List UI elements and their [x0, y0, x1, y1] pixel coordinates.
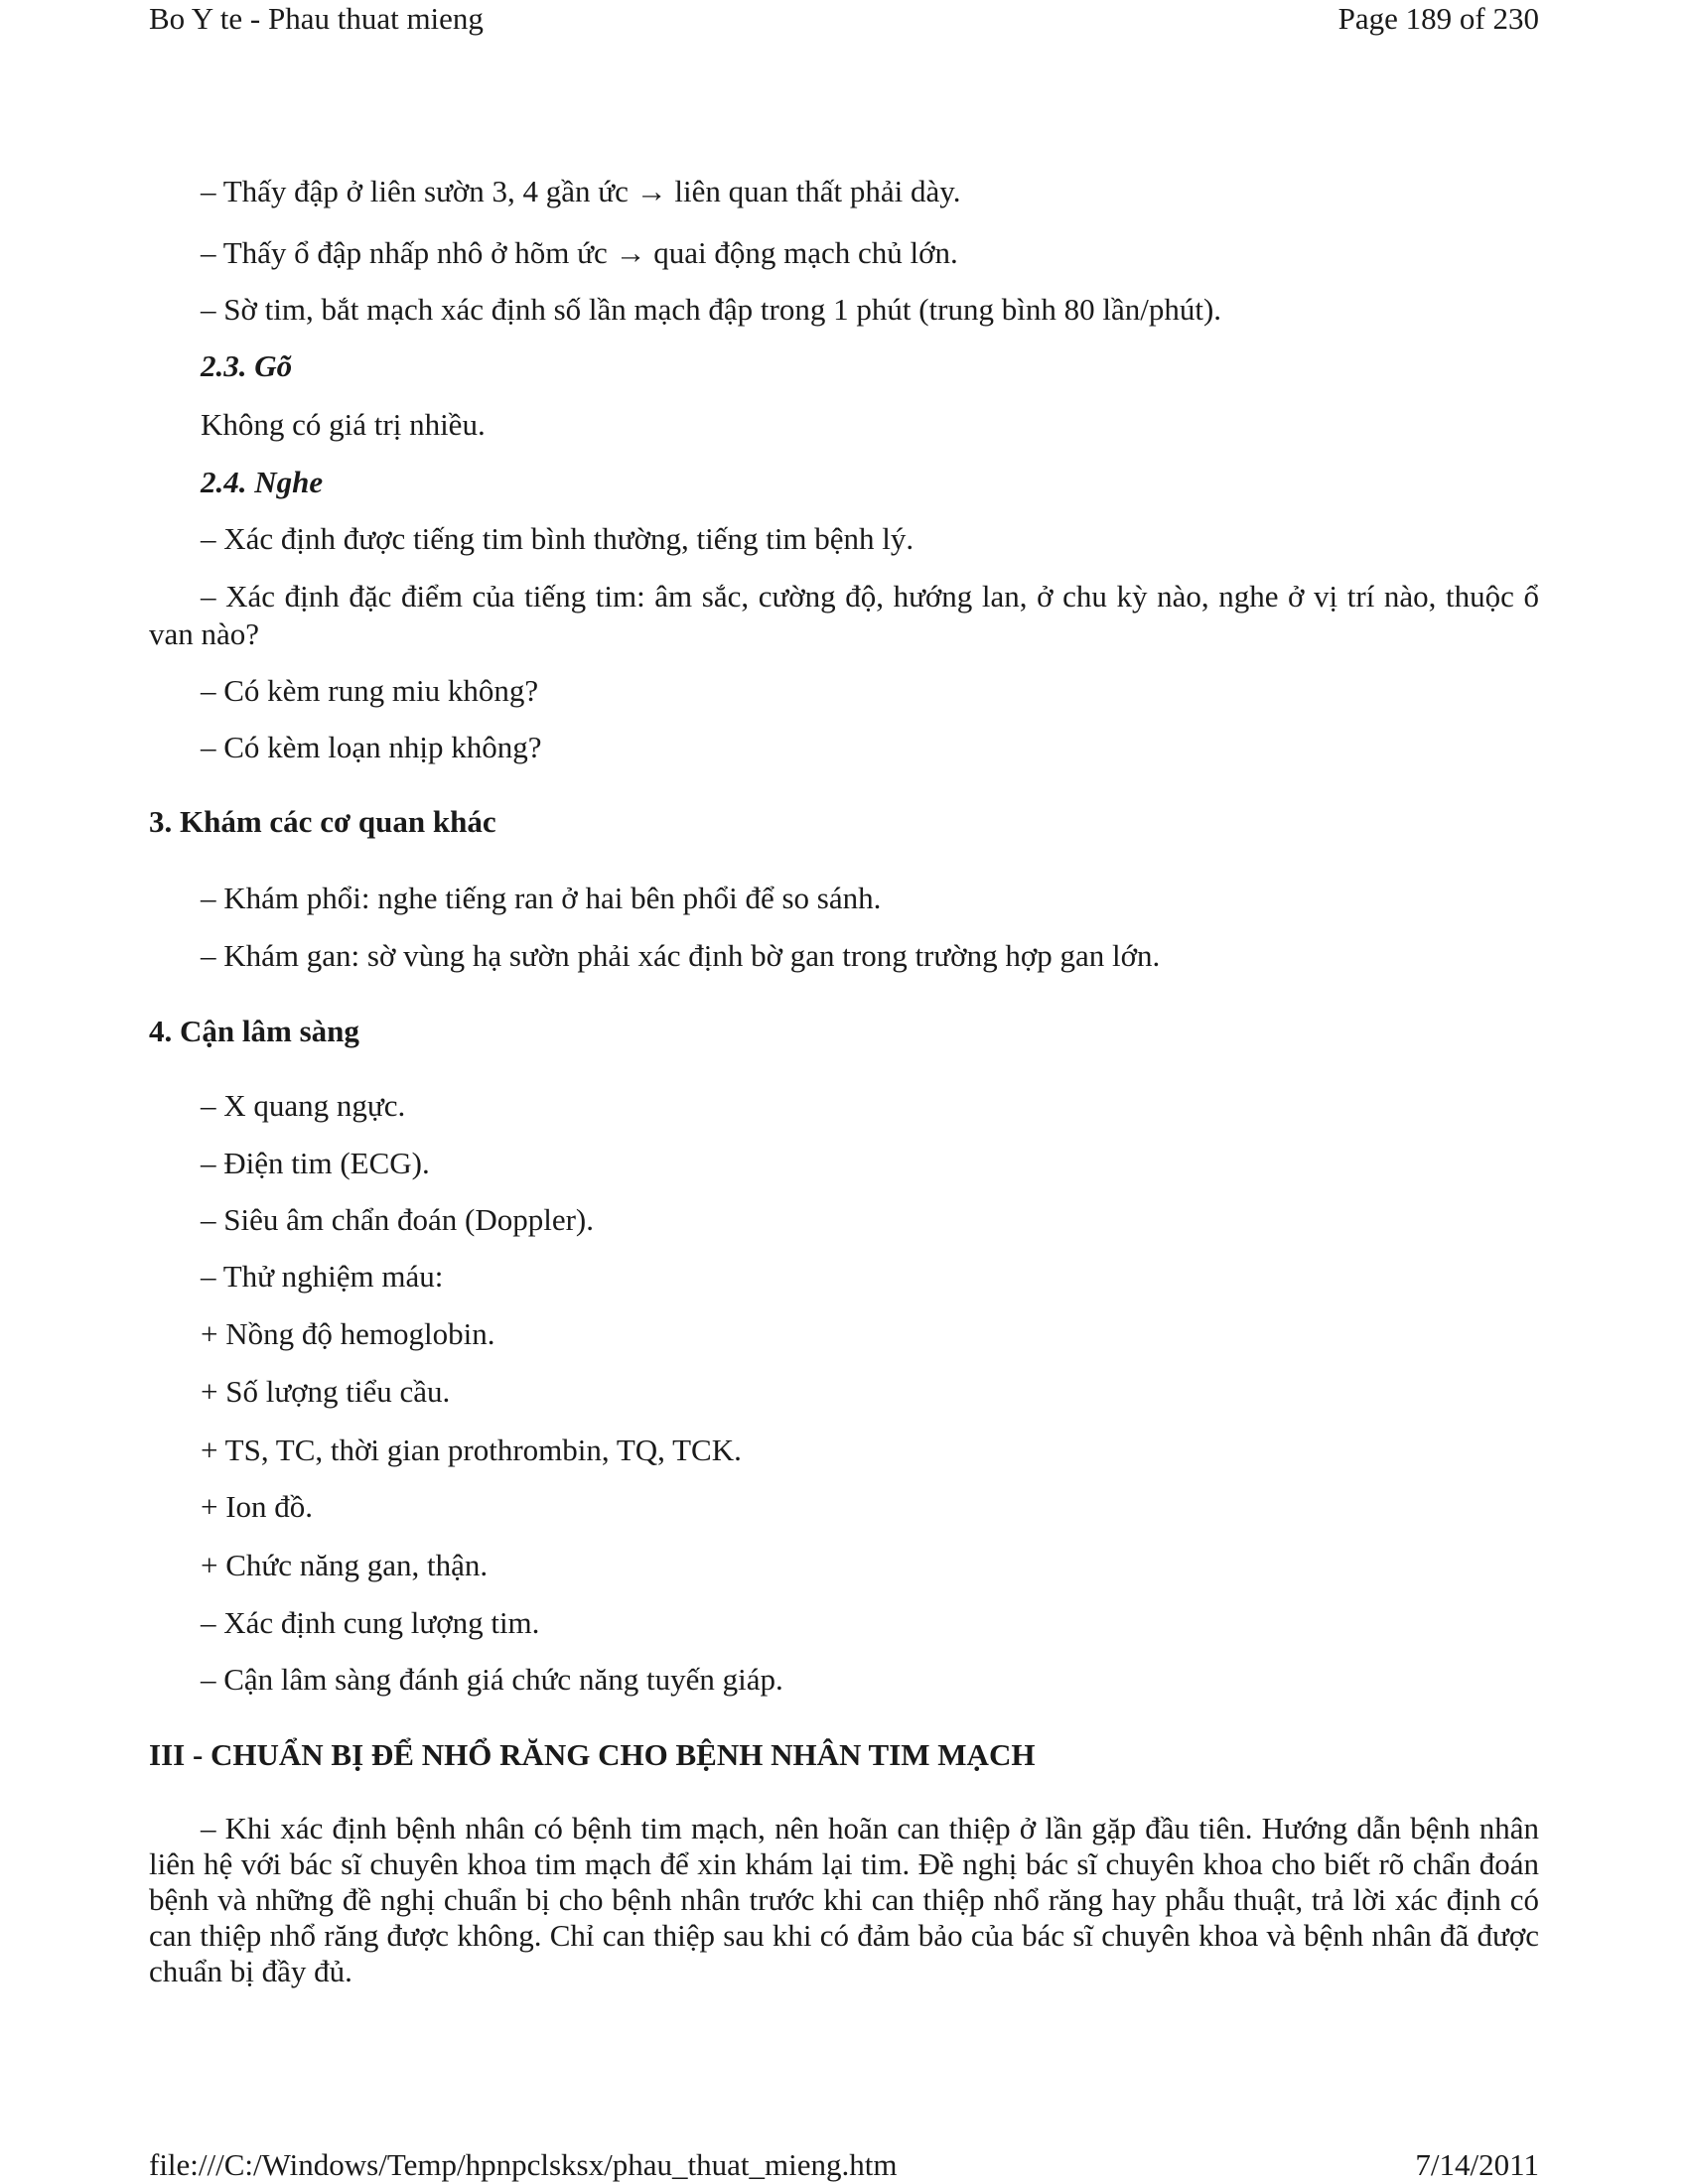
subheading-2-4: 2.4. Nghe	[201, 465, 324, 499]
page-header	[149, 0, 1539, 40]
section-heading-iii: III - CHUẨN BỊ ĐỂ NHỔ RĂNG CHO BỆNH NHÂN TIM MẠCH	[149, 1737, 1036, 1772]
body-line: – Siêu âm chẩn đoán (Doppler).	[201, 1202, 594, 1237]
body-line: – Khám phổi: nghe tiếng ran ở hai bên phổi để so sánh.	[201, 881, 882, 915]
print-date: 7/14/2011	[1415, 2147, 1539, 2182]
body-line: – Khám gan: sờ vùng hạ sườn phải xác định bờ gan trong trường hợp gan lớn.	[201, 938, 1161, 973]
body-line: + Chức năng gan, thận.	[201, 1548, 489, 1582]
body-line: + Số lượng tiểu cầu.	[201, 1374, 451, 1409]
body-line: – Thấy đập ở liên sườn 3, 4 gần ức → liên quan thất phải dày.	[201, 174, 961, 208]
page-footer	[149, 2146, 1539, 2184]
document-title: Bo Y te - Phau thuat mieng	[149, 1, 484, 36]
body-line: – Thử nghiệm máu:	[201, 1259, 444, 1294]
body-line: + TS, TC, thời gian prothrombin, TQ, TCK.	[201, 1433, 742, 1467]
body-line: – Sờ tim, bắt mạch xác định số lần mạch đập trong 1 phút (trung bình 80 lần/phút).	[201, 292, 1222, 327]
body-line: + Ion đồ.	[201, 1489, 314, 1524]
body-line: – Xác định được tiếng tim bình thường, tiếng tim bệnh lý.	[201, 521, 914, 556]
body-line: – Thấy ổ đập nhấp nhô ở hõm ức → quai động mạch chủ lớn.	[201, 235, 958, 270]
body-line: – Có kèm rung miu không?	[201, 673, 539, 708]
body-line: Không có giá trị nhiều.	[201, 407, 486, 442]
body-line: – Cận lâm sàng đánh giá chức năng tuyến giáp.	[201, 1662, 783, 1697]
body-line: – Có kèm loạn nhịp không?	[201, 730, 542, 764]
body-paragraph: – Khi xác định bệnh nhân có bệnh tim mạch, nên hoãn can thiệp ở lần gặp đầu tiên. Hướng dẫn bệnh nhân liên hệ với bác sĩ chuyên khoa tim mạch để xin khám lại tim. Đề nghị bác sĩ chuyên khoa cho biết rõ chẩn đoán bệnh và những đề nghị chuẩn bị cho bệnh nhân trước khi can thiệp nhổ răng hay phẫu thuật, trả lời xác định có can thiệp nhổ răng được không. Chỉ can thiệp sau khi có đảm bảo của bác sĩ chuyên khoa và bệnh nhân đã được chuẩn bị đầy đủ.	[149, 1811, 1539, 1988]
body-paragraph: – Xác định đặc điểm của tiếng tim: âm sắc, cường độ, hướng lan, ở chu kỳ nào, nghe ở vị trí nào, thuộc ổ van nào?	[149, 579, 1539, 651]
section-heading-3: 3. Khám các cơ quan khác	[149, 804, 496, 839]
file-path: file:///C:/Windows/Temp/hpnpclsksx/phau_thuat_mieng.htm	[149, 2147, 898, 2182]
page-number: Page 189 of 230	[1337, 1, 1539, 36]
section-heading-4: 4. Cận lâm sàng	[149, 1014, 359, 1048]
body-line: – Điện tim (ECG).	[201, 1146, 430, 1180]
body-line: – X quang ngực.	[201, 1088, 406, 1123]
subheading-2-3: 2.3. Gõ	[201, 348, 293, 383]
body-line: + Nồng độ hemoglobin.	[201, 1316, 495, 1351]
body-line: – Xác định cung lượng tim.	[201, 1605, 540, 1640]
